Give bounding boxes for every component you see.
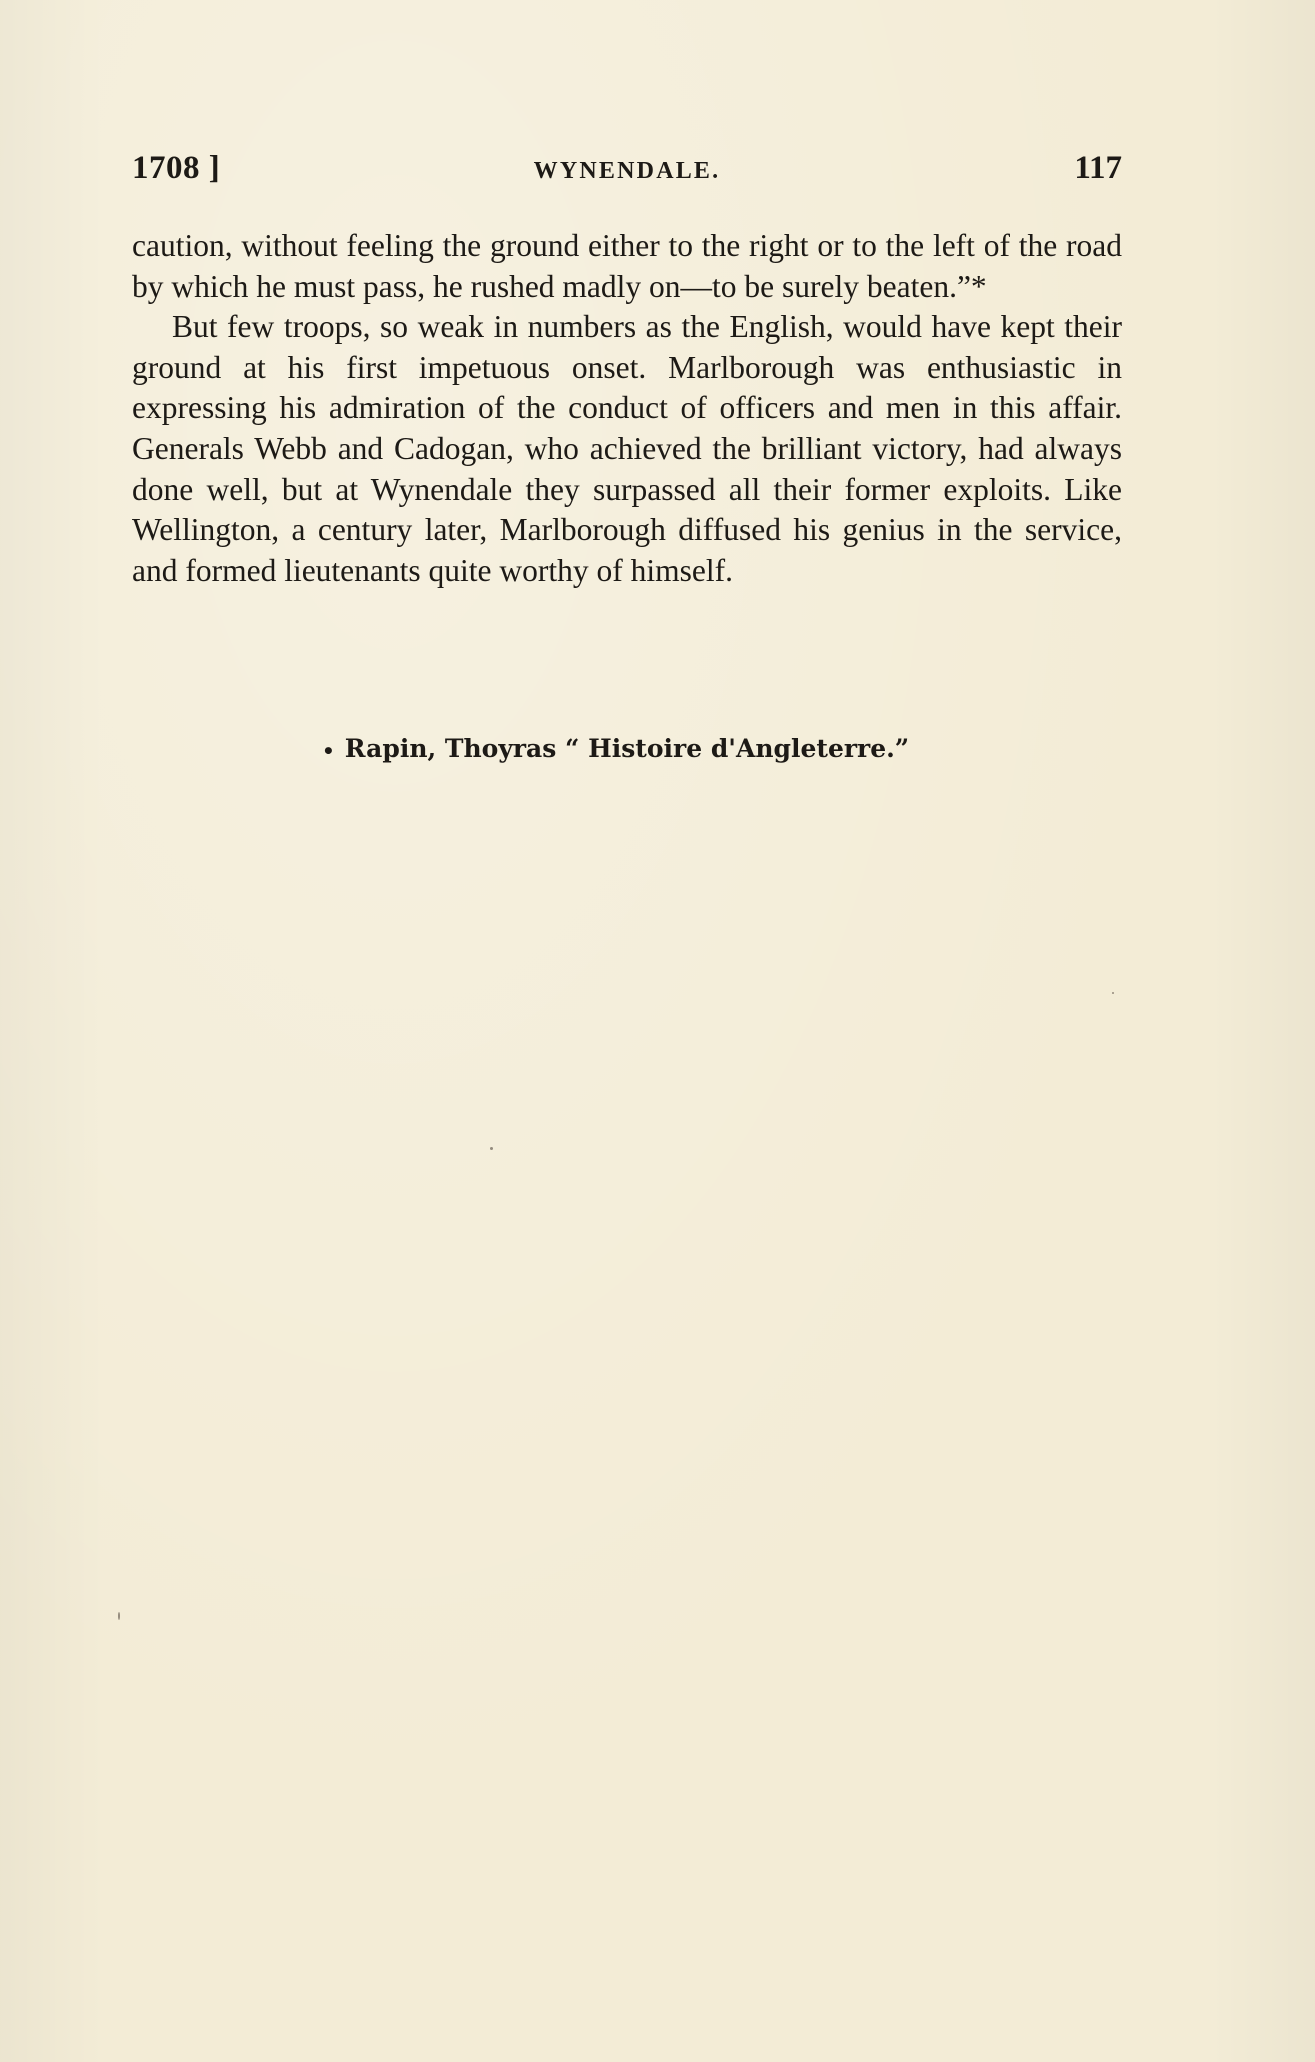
paper-speck xyxy=(118,1612,120,1620)
running-head xyxy=(132,150,1122,200)
footnote xyxy=(322,734,909,763)
paragraph-1: caution, without feeling the ground either to the right or to the left of the road by which he must pass, he rushed madly on—to be surely beaten.”* xyxy=(132,228,1122,304)
page-number: 117 xyxy=(1074,150,1122,186)
running-head-title: WYNENDALE. xyxy=(533,158,721,184)
footnote-text: Rapin, Thoyras “ Histoire d'Angleterre.” xyxy=(344,734,910,763)
paper-speck xyxy=(1112,992,1114,994)
running-head-year: 1708 ] xyxy=(132,150,221,186)
paper-speck xyxy=(490,1147,493,1150)
paragraph-2: But few troops, so weak in numbers as the English, would have kept their ground at his first impetuous onset. Marlborough was enthusiastic in expressing his admiration of the conduct of officers and men in this affair. Generals Webb and Cadogan, who achieved the brilliant victory, had always done well, but at Wynendale they surpassed all their former exploits. Like Wellington, a century later, Marlborough diffused his genius in the service, and formed lieutenants quite worthy of himself. xyxy=(132,309,1122,588)
footnote-mark: • xyxy=(322,738,335,763)
body-text xyxy=(132,226,1122,591)
